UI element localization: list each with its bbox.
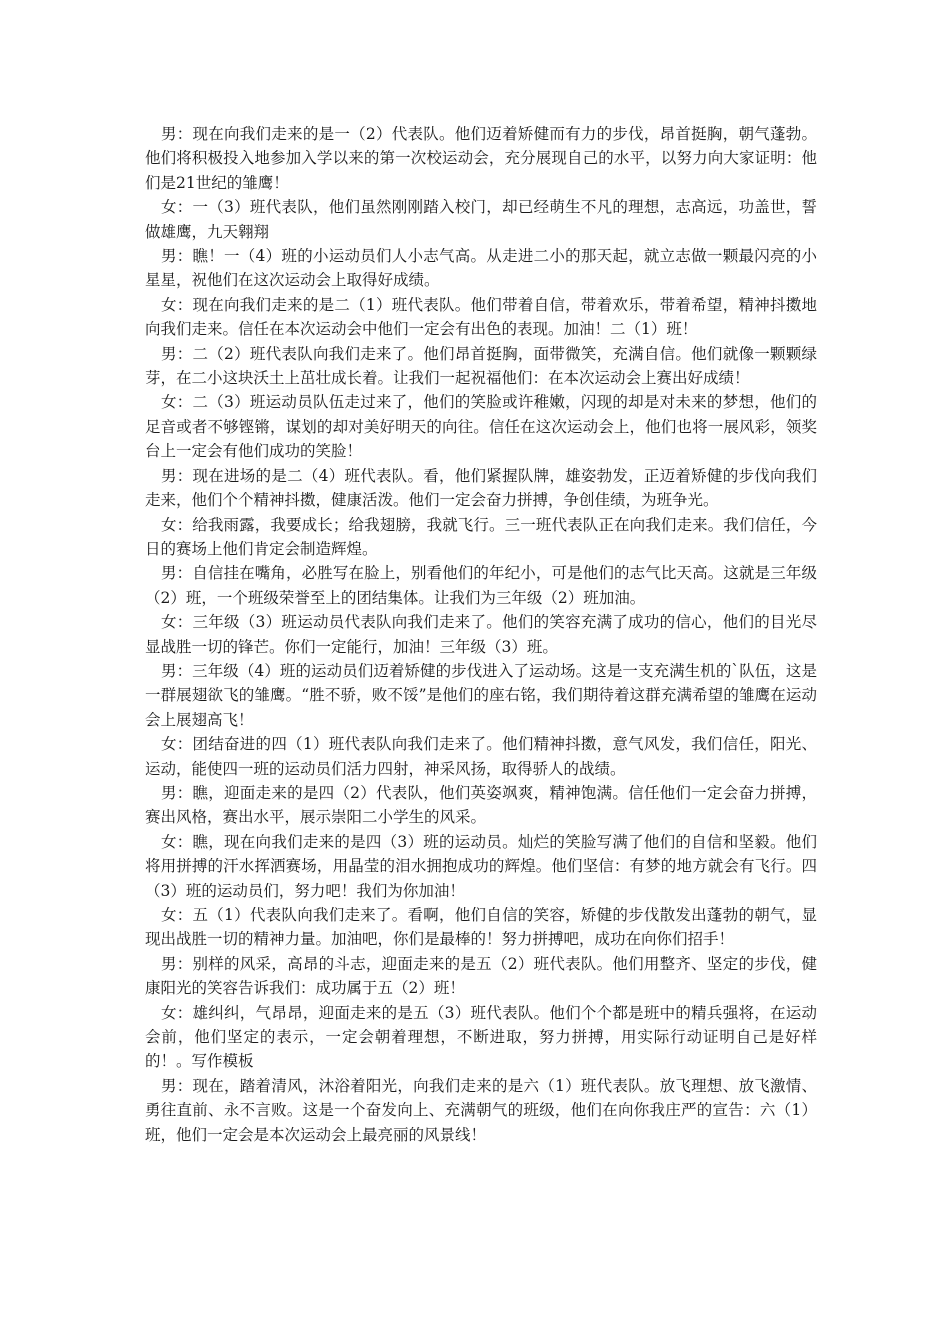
- paragraph-12: 女：团结奋进的四（1）班代表队向我们走来了。他们精神抖擞，意气风发，我们信任，阳光、运动，能使四一班的运动员们活力四射，神采风扬，取得骄人的战绩。: [145, 735, 817, 778]
- document-body: [145, 122, 817, 1147]
- paragraph-2: 女：一（3）班代表队，他们虽然刚刚踏入校门，却已经萌生不凡的理想，志高远，功盖世，誓做雄鹰，九天翱翔: [145, 198, 817, 241]
- paragraph-7: 男：现在进场的是二（4）班代表队。看，他们紧握队牌，雄姿勃发，正迈着矫健的步伐向我们走来，他们个个精神抖擞，健康活泼。他们一定会奋力拼搏，争创佳绩，为班争光。: [145, 466, 817, 510]
- paragraph-14: 女：瞧，现在向我们走来的是四（3）班的运动员。灿烂的笑脸写满了他们的自信和坚毅。他们将用拼搏的汗水挥洒赛场，用晶莹的泪水拥抱成功的辉煌。他们坚信：有梦的地方就会有飞行。四（3）班的运动员们，努力吧！我们为你加油！: [145, 832, 817, 900]
- paragraph-1: 男：现在向我们走来的是一（2）代表队。他们迈着矫健而有力的步伐，昂首挺胸，朝气蓬勃。他们将积极投入地参加入学以来的第一次校运动会，充分展现自己的水平，以努力向大家证明：他们是21世纪的雏鹰！: [145, 125, 817, 192]
- paragraph-4: 女：现在向我们走来的是二（1）班代表队。他们带着自信，带着欢乐，带着希望，精神抖擞地向我们走来。信任在本次运动会中他们一定会有出色的表现。加油！二（1）班！: [145, 295, 817, 339]
- paragraph-5: 男：二（2）班代表队向我们走来了。他们昂首挺胸，面带微笑，充满自信。他们就像一颗颗绿芽，在二小这块沃土上茁壮成长着。让我们一起祝福他们：在本次运动会上赛出好成绩！: [145, 344, 817, 388]
- paragraph-9: 男：自信挂在嘴角，必胜写在脸上，别看他们的年纪小，可是他们的志气比天高。这就是三年级（2）班，一个班级荣誉至上的团结集体。让我们为三年级（2）班加油。: [145, 564, 817, 607]
- paragraph-11: 男：三年级（4）班的运动员们迈着矫健的步伐进入了运动场。这是一支充满生机的`队伍，这是一群展翅欲飞的雏鹰。“胜不骄，败不馁”是他们的座右铭，我们期待着这群充满希望的雏鹰在运动会上展翅高飞！: [145, 661, 817, 729]
- paragraph-18: 男：现在，踏着清风，沐浴着阳光，向我们走来的是六（1）班代表队。放飞理想、放飞激情、勇往直前、永不言败。这是一个奋发向上、充满朝气的班级，他们在向你我庄严的宣告：六（1）班，他们一定会是本次运动会上最亮丽的风景线！: [145, 1076, 817, 1144]
- paragraph-13: 男：瞧，迎面走来的是四（2）代表队，他们英姿飒爽，精神饱满。信任他们一定会奋力拼搏，赛出风格，赛出水平，展示崇阳二小学生的风采。: [145, 783, 817, 827]
- paragraph-8: 女：给我雨露，我要成长；给我翅膀，我就飞行。三一班代表队正在向我们走来。我们信任，今日的赛场上他们肯定会制造辉煌。: [145, 515, 817, 558]
- paragraph-15: 女：五（1）代表队向我们走来了。看啊，他们自信的笑容，矫健的步伐散发出蓬勃的朝气，显现出战胜一切的精神力量。加油吧，你们是最棒的！努力拼搏吧，成功在向你们招手！: [145, 906, 817, 949]
- paragraph-16: 男：别样的风采，高昂的斗志，迎面走来的是五（2）班代表队。他们用整齐、坚定的步伐，健康阳光的笑容告诉我们：成功属于五（2）班！: [145, 954, 817, 998]
- paragraph-3: 男：瞧！一（4）班的小运动员们人小志气高。从走进二小的那天起，就立志做一颗最闪亮的小星星，祝他们在这次运动会上取得好成绩。: [145, 247, 817, 290]
- paragraph-10: 女：三年级（3）班运动员代表队向我们走来了。他们的笑容充满了成功的信心，他们的目光尽显战胜一切的锋芒。你们一定能行，加油！三年级（3）班。: [145, 613, 817, 656]
- paragraph-17: 女：雄纠纠，气昂昂，迎面走来的是五（3）班代表队。他们个个都是班中的精兵强将，在运动会前，他们坚定的表示，一定会朝着理想，不断进取，努力拼搏，用实际行动证明自己是好样的！。写作模板: [145, 1003, 817, 1071]
- paragraph-6: 女：二（3）班运动员队伍走过来了，他们的笑脸或许稚嫩，闪现的却是对未来的梦想，他们的足音或者不够铿锵，谋划的却对美好明天的向往。信任在这次运动会上，他们也将一展风彩，领奖台上一定会有他们成功的笑脸！: [145, 393, 817, 461]
